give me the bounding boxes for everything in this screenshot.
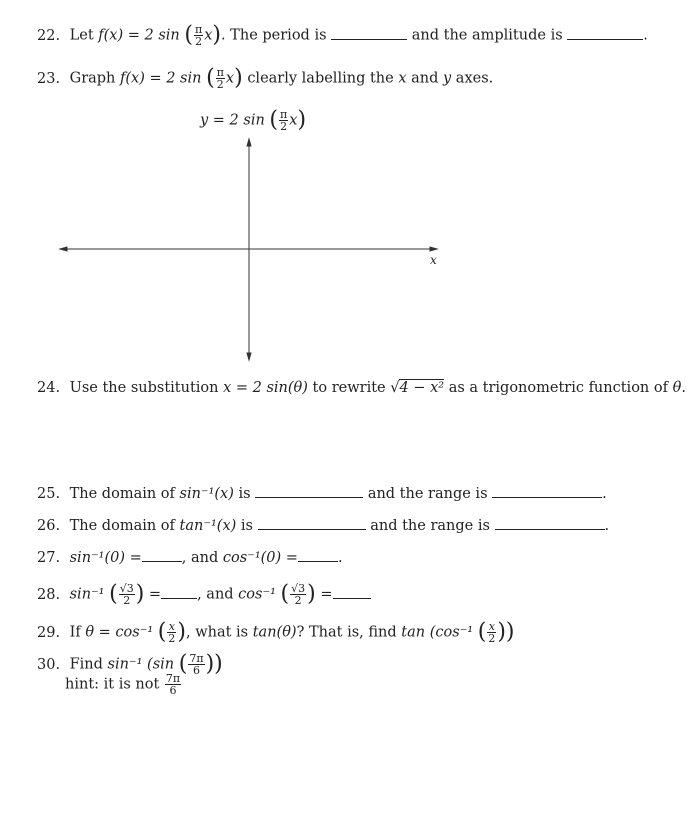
x-axis-right-arrow [430, 247, 437, 251]
answer-blank-arcsin-root3[interactable] [161, 586, 197, 599]
answer-blank-domain[interactable] [255, 485, 363, 498]
x-axis-left-arrow [60, 247, 67, 251]
question-26: 26. The domain of tan⁻¹(x) is and the range is . [37, 518, 610, 534]
question-number: 25. [37, 486, 61, 502]
graph-axes [0, 0, 688, 400]
answer-blank-arcsin-0[interactable] [142, 549, 182, 562]
fraction-7pi-over-6: $\frac{7\pi}{6}$ [189, 652, 204, 677]
question-number: 27. [37, 550, 61, 566]
fraction-root3-over-2: $\frac{√3}{2}$ [291, 582, 306, 607]
question-24: 24. Use the substitution x = 2 sin(θ) to rewrite √4 − x² as a trigonometric function of θ. [37, 380, 686, 396]
fraction-pi-over-2: $\frac{\pi}{2}$ [194, 23, 203, 48]
answer-blank-arccos-root3[interactable] [333, 586, 371, 599]
question-28: 28. sin⁻¹ ( $\frac{√3}{2}$ ) = , and cos⁻¹ ( $\frac{√3}{2}$ ) = [37, 583, 371, 606]
function-expression: f(x) = 2 sin [98, 27, 180, 44]
question-23: 23. Graph f(x) = 2 sin ( $\frac{\pi}{2}$ x) clearly labelling the x and y axes. [37, 65, 494, 91]
question-number: 24. [37, 380, 61, 396]
x-axis-label: x [430, 253, 437, 267]
question-25: 25. The domain of sin⁻¹(x) is and the range is . [37, 486, 607, 502]
fraction-x-over-2: $\frac{x}{2}$ [168, 620, 176, 645]
y-axis-up-arrow [247, 139, 251, 146]
question-29: 29. If θ = cos⁻¹ ( $\frac{x}{2}$ ), what is tan(θ)? That is, find tan (cos⁻¹ ( $\frac{x}{2}$ )) [37, 619, 515, 645]
question-number: 30. [37, 656, 61, 673]
question-number: 26. [37, 518, 61, 534]
question-30-hint: hint: it is not $\frac{7\pi}{6}$ [65, 672, 181, 697]
graph-title: y = 2 sin ( $\frac{\pi}{2}$ x) [200, 107, 307, 133]
question-number: 23. [37, 70, 61, 87]
answer-blank-range[interactable] [495, 517, 605, 530]
question-number: 22. [37, 27, 61, 44]
answer-blank-range[interactable] [492, 485, 602, 498]
question-22: 22. Let f(x) = 2 sin ( $\frac{\pi}{2}$ x). The period is and the amplitude is . [37, 22, 648, 48]
fraction-pi-over-2: $\frac{\pi}{2}$ [280, 108, 288, 133]
answer-blank-arccos-0[interactable] [298, 549, 338, 562]
fraction-7pi-over-6: $\frac{7\pi}{6}$ [165, 672, 181, 697]
answer-blank-domain[interactable] [258, 517, 366, 530]
question-27: 27. sin⁻¹(0) = , and cos⁻¹(0) = . [37, 550, 343, 566]
question-30: 30. Find sin⁻¹ (sin ( $\frac{7\pi}{6}$ )) [37, 651, 223, 677]
function-expression: f(x) = 2 sin [120, 70, 202, 87]
y-axis-down-arrow [247, 353, 251, 360]
question-number: 29. [37, 624, 61, 641]
fraction-root3-over-2: $\frac{√3}{2}$ [119, 582, 134, 607]
fraction-pi-over-2: $\frac{\pi}{2}$ [216, 66, 224, 91]
fraction-x-over-2: $\frac{x}{2}$ [488, 620, 496, 645]
square-root: √4 − x² [390, 380, 445, 396]
question-number: 28. [37, 586, 61, 603]
